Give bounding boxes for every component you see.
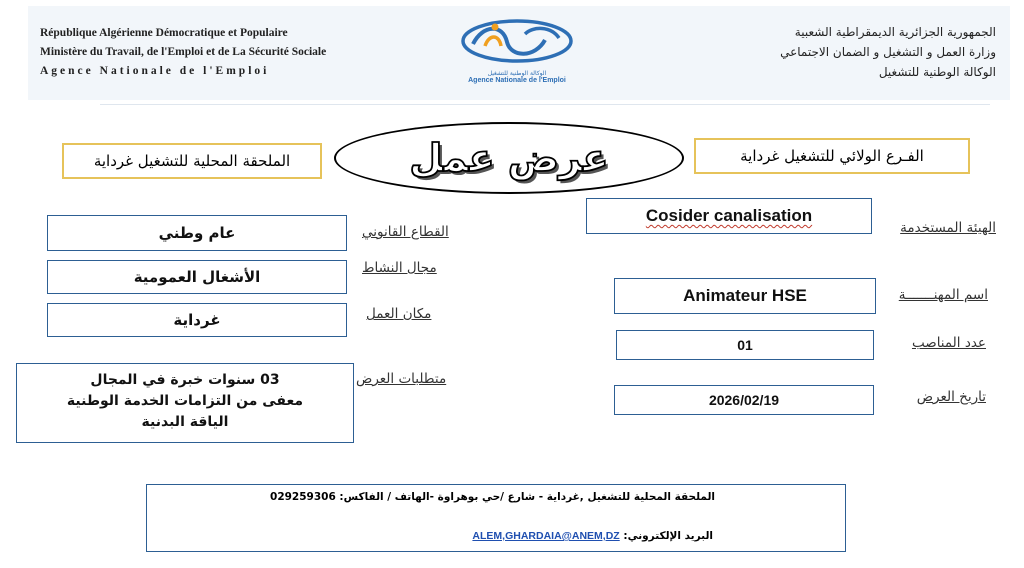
- requirements-label: متطلبات العرض: [356, 371, 447, 387]
- header-divider: [100, 104, 990, 105]
- footer-address: الملحقة المحلية للتشغيل ,غرداية - شارع /حي بوهراوة -الهاتف / الفاكس: 029259306: [270, 491, 715, 503]
- agency-name-ar: الوكالة الوطنية للتشغيل: [878, 65, 996, 79]
- logo-caption-fr: Agence Nationale de l'Emploi: [468, 77, 566, 84]
- job-name-value: Animateur HSE: [683, 286, 807, 305]
- positions-label: عدد المناصب: [911, 335, 986, 351]
- requirement-experience: 03 سنوات خبرة في المجال: [90, 372, 280, 388]
- footer-email-link[interactable]: ALEM,GHARDAIA@ANEM,DZ: [472, 530, 620, 542]
- offer-date-value-box: [614, 385, 874, 415]
- regional-branch-box: الفـرع الولائي للتشغيل غرداية: [694, 138, 970, 174]
- employer-value: Cosider canalisation: [645, 206, 813, 225]
- anem-logo-icon: [455, 16, 579, 68]
- republic-name-ar: الجمهورية الجزائرية الديمقراطية الشعبية: [794, 25, 996, 39]
- republic-name-fr: République Algérienne Démocratique et Populaire: [40, 27, 288, 39]
- requirement-military-service: معفى من التزامات الخدمة الوطنية: [66, 393, 304, 409]
- footer-email-label: البريد الإلكتروني:: [623, 530, 713, 542]
- agency-name-fr: Agence Nationale de l'Emploi: [40, 65, 270, 77]
- offer-date-label: تاريخ العرض: [916, 389, 986, 405]
- letterhead-french: [40, 24, 326, 81]
- activity-field-value: الأشغال العمومية: [133, 268, 261, 286]
- activity-field-label: مجال النشاط: [362, 260, 437, 276]
- legal-sector-value-box: [47, 215, 347, 251]
- positions-value-box: [616, 330, 874, 360]
- logo-caption-ar: الوكالة الوطنية للتشغيل: [487, 70, 547, 77]
- title-ellipse: [334, 122, 684, 194]
- employer-value-box: [586, 198, 872, 234]
- work-place-value-box: [47, 303, 347, 337]
- contact-footer: [146, 484, 846, 552]
- employer-label: الهيئة المستخدمة: [900, 220, 996, 236]
- work-place-value: غرداية: [173, 311, 221, 329]
- activity-field-value-box: [47, 260, 347, 294]
- ministry-name-ar: وزارة العمل و التشغيل و الضمان الاجتماعي: [780, 45, 996, 59]
- legal-sector-label: القطاع القانوني: [362, 224, 449, 240]
- footer-email-line: [472, 530, 713, 542]
- letterhead-arabic: [780, 22, 996, 82]
- requirement-physical-fitness: الياقة البدنية: [141, 414, 229, 430]
- positions-value: 01: [737, 337, 753, 353]
- legal-sector-value: عام وطني: [158, 224, 236, 242]
- job-name-value-box: [614, 278, 876, 314]
- ministry-name-fr: Ministère du Travail, de l'Emploi et de La Sécurité Sociale: [40, 46, 327, 58]
- local-branch-box: الملحقة المحلية للتشغيل غرداية: [62, 143, 322, 179]
- anem-logo: [452, 16, 582, 98]
- work-place-label: مكان العمل: [366, 306, 432, 322]
- offer-date-value: 2026/02/19: [708, 392, 780, 408]
- requirements-value-box: [16, 363, 354, 443]
- job-name-label: اسم المهنـــــــة: [898, 287, 988, 303]
- page-title: عرض عمل: [409, 136, 609, 180]
